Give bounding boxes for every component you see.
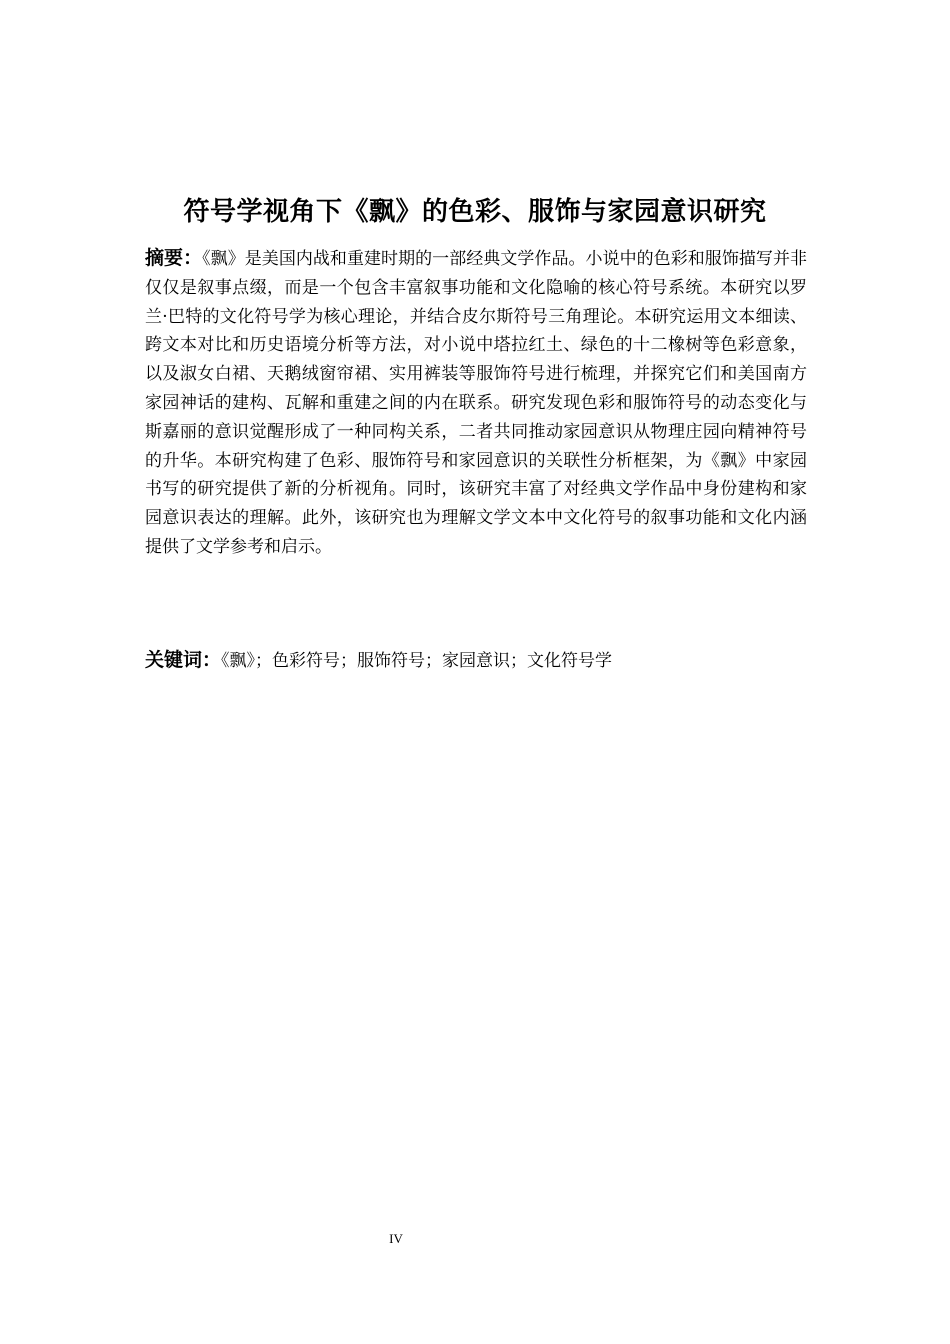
abstract-text: 《飘》是美国内战和重建时期的一部经典文学作品。小说中的色彩和服饰描写并非仅仅是叙事点缀，而是一个包含丰富叙事功能和文化隐喻的核心符号系统。本研究以罗兰·巴特的文化符号学为核心理论，并结合皮尔斯符号三角理论。本研究运用文本细读、跨文本对比和历史语境分析等方法，对小说中塔拉红土、绿色的十二橡树等色彩意象，以及淑女白裙、天鹅绒窗帘裙、实用裤装等服饰符号进行梳理，并探究它们和美国南方家园神话的建构、瓦解和重建之间的内在联系。研究发现色彩和服饰符号的动态变化与斯嘉丽的意识觉醒形成了一种同构关系，二者共同推动家园意识从物理庄园向精神符号的升华。本研究构建了色彩、服饰符号和家园意识的关联性分析框架，为《飘》中家园书写的研究提供了新的分析视角。同时，该研究丰富了对经典文学作品中身份建构和家园意识表达的理解。此外，该研究也为理解文学文本中文化符号的叙事功能和文化内涵提供了文学参考和启示。 xyxy=(145,249,807,557)
keywords-line xyxy=(145,646,807,675)
keywords-text: 《飘》；色彩符号；服饰符号；家园意识；文化符号学 xyxy=(221,651,613,671)
keywords-label: 关键词： xyxy=(145,649,222,671)
page-number: IV xyxy=(389,1231,403,1246)
abstract-paragraph xyxy=(145,244,807,562)
paper-title: 符号学视角下《飘》的色彩、服饰与家园意识研究 xyxy=(183,197,767,227)
abstract-label: 摘要： xyxy=(145,247,203,269)
